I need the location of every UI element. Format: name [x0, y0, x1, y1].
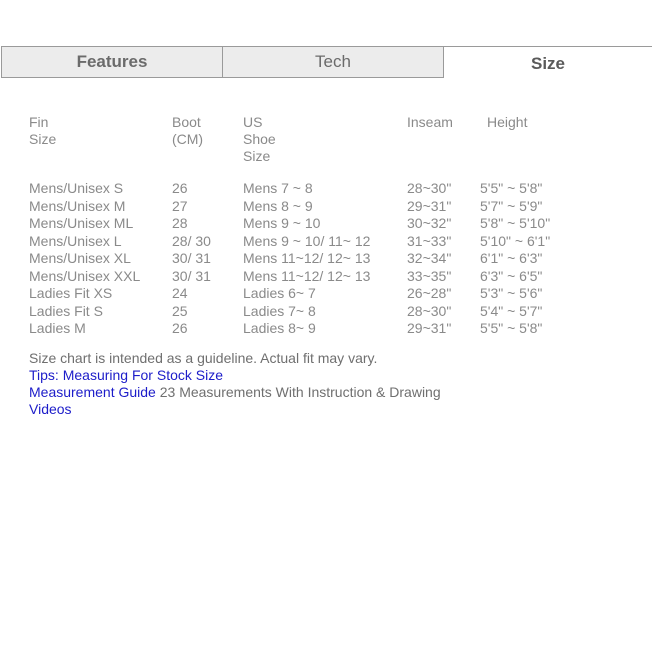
size-notes — [29, 350, 441, 418]
cell-boot-cm: 25 — [172, 302, 188, 319]
cell-height: 6'1" ~ 6'3" — [480, 250, 543, 266]
cell-fin-size: Mens/Unisex L — [29, 232, 122, 249]
cell-us-shoe-size: Ladies 7~ 8 — [243, 302, 316, 319]
cell-fin-size: Mens/Unisex ML — [29, 215, 134, 231]
cell-height: 5'4" ~ 5'7" — [480, 302, 543, 319]
cell-us-shoe-size: Mens 8 ~ 9 — [243, 197, 313, 214]
column-header-us-shoe: US Shoe Size — [243, 114, 276, 164]
tab-bar — [1, 46, 652, 78]
cell-height: 5'5" ~ 5'8" — [480, 180, 543, 196]
cell-height: 6'3" ~ 6'5" — [480, 267, 543, 284]
cell-us-shoe-size: Ladies 8~ 9 — [243, 320, 316, 336]
cell-inseam: 28~30" — [407, 302, 452, 319]
measurement-guide-link[interactable]: Measurement Guide — [29, 384, 156, 400]
cell-us-shoe-size: Ladies 6~ 7 — [243, 285, 316, 301]
cell-height: 5'10" ~ 6'1" — [480, 232, 551, 249]
measurement-guide-description: 23 Measurements With Instruction & Drawing — [155, 384, 441, 400]
cell-boot-cm: 28 — [172, 215, 188, 231]
cell-boot-cm: 26 — [172, 180, 188, 196]
tab-tech[interactable]: Tech — [222, 46, 444, 78]
cell-fin-size: Mens/Unisex XXL — [29, 267, 141, 284]
cell-inseam: 31~33" — [407, 232, 452, 249]
tab-size[interactable]: Size — [444, 46, 652, 80]
cell-us-shoe-size: Mens 9 ~ 10/ 11~ 12 — [243, 232, 371, 249]
tab-features[interactable]: Features — [1, 46, 222, 78]
cell-boot-cm: 28/ 30 — [172, 232, 211, 249]
cell-boot-cm: 26 — [172, 320, 188, 336]
column-header-height: Height — [487, 114, 528, 130]
cell-boot-cm: 24 — [172, 285, 188, 301]
cell-inseam: 26~28" — [407, 285, 452, 301]
cell-height: 5'5" ~ 5'8" — [480, 320, 543, 336]
tips-link[interactable]: Tips: Measuring For Stock Size — [29, 367, 223, 383]
cell-fin-size: Ladies Fit S — [29, 302, 103, 319]
cell-inseam: 32~34" — [407, 250, 452, 266]
videos-link[interactable]: Videos — [29, 401, 72, 417]
cell-fin-size: Mens/Unisex M — [29, 197, 126, 214]
cell-height: 5'3" ~ 5'6" — [480, 285, 543, 301]
cell-height: 5'7" ~ 5'9" — [480, 197, 543, 214]
cell-fin-size: Ladies Fit XS — [29, 285, 113, 301]
cell-inseam: 30~32" — [407, 215, 452, 231]
cell-inseam: 29~31" — [407, 320, 452, 336]
disclaimer-text: Size chart is intended as a guideline. Actual fit may vary. — [29, 350, 378, 366]
cell-fin-size: Mens/Unisex S — [29, 180, 124, 196]
cell-boot-cm: 27 — [172, 197, 188, 214]
cell-inseam: 29~31" — [407, 197, 452, 214]
cell-us-shoe-size: Mens 11~12/ 12~ 13 — [243, 267, 371, 284]
cell-inseam: 33~35" — [407, 267, 452, 284]
cell-inseam: 28~30" — [407, 180, 452, 196]
cell-us-shoe-size: Mens 11~12/ 12~ 13 — [243, 250, 371, 266]
column-header-inseam: Inseam — [407, 114, 453, 130]
cell-boot-cm: 30/ 31 — [172, 267, 211, 284]
column-header-fin-size: Fin Size — [29, 114, 57, 147]
cell-fin-size: Mens/Unisex XL — [29, 250, 131, 266]
cell-us-shoe-size: Mens 7 ~ 8 — [243, 180, 313, 196]
cell-us-shoe-size: Mens 9 ~ 10 — [243, 215, 321, 231]
cell-boot-cm: 30/ 31 — [172, 250, 211, 266]
cell-fin-size: Ladies M — [29, 320, 86, 336]
cell-height: 5'8" ~ 5'10" — [480, 215, 551, 231]
column-header-boot: Boot (CM) — [172, 114, 204, 147]
